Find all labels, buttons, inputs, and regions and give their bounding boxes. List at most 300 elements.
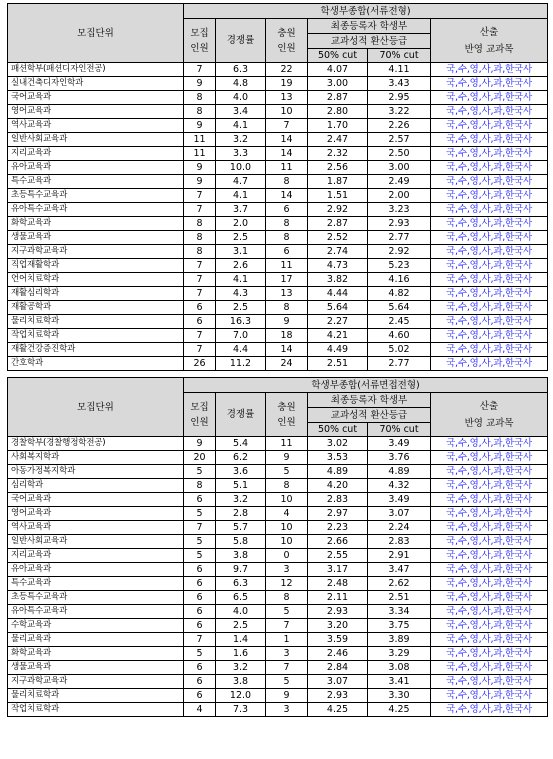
dept-cell: 생물교육과 [8,231,184,245]
cut50-header: 50% cut [308,423,368,437]
recruit-cell: 9 [184,77,216,91]
dept-cell: 경찰학부(경찰행정학전공) [8,437,184,451]
cut70-cell: 3.49 [368,493,431,507]
ratio-cell: 7.0 [216,329,266,343]
cut70-cell: 3.76 [368,451,431,465]
cut70-cell: 4.89 [368,465,431,479]
recruit-cell: 6 [184,619,216,633]
subjects-header-line: 산출 [479,26,499,38]
fill-cell: 10 [266,521,308,535]
cut70-cell: 3.29 [368,647,431,661]
ratio-cell: 3.8 [216,549,266,563]
ratio-cell: 2.5 [216,301,266,315]
table-row [8,703,548,717]
cut50-cell: 4.89 [308,465,368,479]
ratio-cell: 5.4 [216,437,266,451]
cut70-cell: 2.62 [368,577,431,591]
cut70-header: 70% cut [368,423,431,437]
table-row [8,105,548,119]
fill-cell: 3 [266,647,308,661]
cut50-cell: 3.02 [308,437,368,451]
ratio-cell: 9.7 [216,563,266,577]
dept-cell: 유아교육과 [8,161,184,175]
section-gap [8,371,548,378]
table-row [8,563,548,577]
dept-cell: 국어교육과 [8,91,184,105]
ratio-cell: 4.1 [216,189,266,203]
cut70-cell: 3.47 [368,563,431,577]
ratio-cell: 11.2 [216,357,266,371]
fill-cell: 14 [266,189,308,203]
subjects-cell: 국,수,영,사,과,한국사 [431,689,548,703]
recruit-cell: 6 [184,301,216,315]
fill-cell: 14 [266,343,308,357]
dept-cell: 영어교육과 [8,105,184,119]
recruit-cell: 8 [184,91,216,105]
recruit-cell: 8 [184,245,216,259]
cut50-cell: 2.56 [308,161,368,175]
final-grade-header: 최종등록자 학생부 [308,393,431,408]
recruit-cell: 7 [184,287,216,301]
subjects-cell: 국,수,영,사,과,한국사 [431,175,548,189]
ratio-cell: 6.5 [216,591,266,605]
table-row [8,133,548,147]
table-row [8,591,548,605]
cut70-cell: 2.51 [368,591,431,605]
subjects-cell: 국,수,영,사,과,한국사 [431,273,548,287]
cut50-cell: 2.55 [308,549,368,563]
cut70-cell: 4.82 [368,287,431,301]
subjects-header-line: 반영 교과목 [464,417,514,429]
cut50-header: 50% cut [308,49,368,63]
recruit-header-line: 모집 [190,401,209,413]
fill-cell: 19 [266,77,308,91]
ratio-cell: 4.0 [216,605,266,619]
fill-cell: 11 [266,437,308,451]
fill-cell: 0 [266,549,308,563]
subjects-cell: 국,수,영,사,과,한국사 [431,343,548,357]
fill-cell: 6 [266,203,308,217]
dept-cell: 생물교육과 [8,661,184,675]
cut70-cell: 2.95 [368,91,431,105]
dept-cell: 아동가정복지학과 [8,465,184,479]
recruit-column-header [184,393,216,437]
table-row [8,119,548,133]
recruit-cell: 9 [184,161,216,175]
subjects-cell: 국,수,영,사,과,한국사 [431,577,548,591]
dept-cell: 재활심리학과 [8,287,184,301]
subjects-cell: 국,수,영,사,과,한국사 [431,535,548,549]
recruit-cell: 8 [184,105,216,119]
cut50-cell: 2.32 [308,147,368,161]
cut70-cell: 2.00 [368,189,431,203]
ratio-cell: 3.2 [216,133,266,147]
subjects-cell: 국,수,영,사,과,한국사 [431,245,548,259]
cut70-cell: 4.60 [368,329,431,343]
cut70-header: 70% cut [368,49,431,63]
cut50-cell: 2.52 [308,231,368,245]
cut70-cell: 2.83 [368,535,431,549]
fill-cell: 18 [266,329,308,343]
subjects-column-header [431,19,548,63]
recruit-cell: 11 [184,133,216,147]
dept-cell: 지리교육과 [8,549,184,563]
cut50-cell: 2.87 [308,91,368,105]
dept-cell: 화학교육과 [8,217,184,231]
dept-cell: 역사교육과 [8,521,184,535]
fill-header-line: 인원 [277,42,296,54]
recruit-cell: 5 [184,535,216,549]
cut50-cell: 2.23 [308,521,368,535]
table-row [8,465,548,479]
table-row [8,175,548,189]
cut50-cell: 2.84 [308,661,368,675]
cut50-cell: 2.27 [308,315,368,329]
dept-cell: 특수교육과 [8,175,184,189]
ratio-column-header: 경쟁률 [216,19,266,63]
subjects-cell: 국,수,영,사,과,한국사 [431,161,548,175]
ratio-column-header: 경쟁률 [216,393,266,437]
dept-cell: 지구과학교육과 [8,245,184,259]
results-table-body [8,4,548,717]
ratio-cell: 4.4 [216,343,266,357]
cut70-cell: 4.16 [368,273,431,287]
cut70-cell: 3.43 [368,77,431,91]
subjects-cell: 국,수,영,사,과,한국사 [431,549,548,563]
table-row [8,231,548,245]
subjects-cell: 국,수,영,사,과,한국사 [431,133,548,147]
recruit-cell: 6 [184,591,216,605]
subjects-cell: 국,수,영,사,과,한국사 [431,105,548,119]
ratio-cell: 4.1 [216,119,266,133]
table-row [8,273,548,287]
table-row [8,63,548,77]
subjects-cell: 국,수,영,사,과,한국사 [431,231,548,245]
fill-cell: 8 [266,479,308,493]
subjects-cell: 국,수,영,사,과,한국사 [431,647,548,661]
fill-cell: 8 [266,175,308,189]
cut70-cell: 5.02 [368,343,431,357]
fill-cell: 13 [266,287,308,301]
ratio-cell: 2.8 [216,507,266,521]
fill-cell: 3 [266,703,308,717]
recruit-cell: 6 [184,577,216,591]
cut50-cell: 2.51 [308,357,368,371]
dept-cell: 일반사회교육과 [8,133,184,147]
subjects-cell: 국,수,영,사,과,한국사 [431,217,548,231]
fill-cell: 4 [266,507,308,521]
subjects-cell: 국,수,영,사,과,한국사 [431,703,548,717]
cut70-cell: 3.75 [368,619,431,633]
subjects-cell: 국,수,영,사,과,한국사 [431,63,548,77]
subjects-cell: 국,수,영,사,과,한국사 [431,633,548,647]
fill-cell: 10 [266,105,308,119]
dept-cell: 간호학과 [8,357,184,371]
cut70-cell: 3.23 [368,203,431,217]
subjects-cell: 국,수,영,사,과,한국사 [431,77,548,91]
fill-cell: 7 [266,119,308,133]
fill-cell: 9 [266,689,308,703]
dept-cell: 초등특수교육과 [8,591,184,605]
recruit-cell: 5 [184,465,216,479]
subjects-header-line: 산출 [479,400,499,412]
table-row [8,619,548,633]
cut70-cell: 4.25 [368,703,431,717]
dept-cell: 지리교육과 [8,147,184,161]
cut50-cell: 2.97 [308,507,368,521]
cut70-cell: 2.77 [368,357,431,371]
subjects-cell: 국,수,영,사,과,한국사 [431,521,548,535]
table-row [8,675,548,689]
cut50-cell: 2.93 [308,605,368,619]
cut50-cell: 2.93 [308,689,368,703]
table-row [8,329,548,343]
ratio-cell: 1.6 [216,647,266,661]
dept-cell: 작업치료학과 [8,329,184,343]
ratio-cell: 3.7 [216,203,266,217]
ratio-cell: 4.3 [216,287,266,301]
fill-cell: 11 [266,259,308,273]
subjects-cell: 국,수,영,사,과,한국사 [431,119,548,133]
recruit-cell: 5 [184,647,216,661]
section-header-row [8,378,548,393]
subjects-cell: 국,수,영,사,과,한국사 [431,189,548,203]
ratio-cell: 12.0 [216,689,266,703]
subjects-cell: 국,수,영,사,과,한국사 [431,465,548,479]
final-grade-subheader: 교과성적 환산등급 [308,34,431,49]
subjects-cell: 국,수,영,사,과,한국사 [431,563,548,577]
cut50-cell: 4.25 [308,703,368,717]
dept-cell: 사회복지학과 [8,451,184,465]
cut50-cell: 4.07 [308,63,368,77]
fill-cell: 7 [266,619,308,633]
dept-cell: 실내건축디자인학과 [8,77,184,91]
fill-cell: 14 [266,133,308,147]
ratio-cell: 3.4 [216,105,266,119]
ratio-cell: 5.1 [216,479,266,493]
recruit-cell: 7 [184,189,216,203]
cut50-cell: 2.74 [308,245,368,259]
recruit-cell: 6 [184,605,216,619]
ratio-cell: 2.5 [216,231,266,245]
recruit-cell: 7 [184,521,216,535]
recruit-cell: 6 [184,675,216,689]
recruit-cell: 7 [184,633,216,647]
ratio-cell: 7.3 [216,703,266,717]
dept-cell: 유아교육과 [8,563,184,577]
results-table [7,3,548,717]
fill-cell: 13 [266,91,308,105]
cut50-cell: 2.92 [308,203,368,217]
subjects-column-header [431,393,548,437]
subjects-cell: 국,수,영,사,과,한국사 [431,605,548,619]
section-title: 학생부종합(서류전형) [184,4,548,19]
table-row [8,437,548,451]
cut50-cell: 4.44 [308,287,368,301]
recruit-cell: 4 [184,703,216,717]
dept-cell: 물리치료학과 [8,689,184,703]
cut50-cell: 3.20 [308,619,368,633]
dept-cell: 영어교육과 [8,507,184,521]
recruit-cell: 6 [184,563,216,577]
fill-cell: 14 [266,147,308,161]
subjects-cell: 국,수,영,사,과,한국사 [431,479,548,493]
recruit-cell: 8 [184,231,216,245]
table-row [8,493,548,507]
subjects-cell: 국,수,영,사,과,한국사 [431,451,548,465]
table-row [8,535,548,549]
cut50-cell: 1.51 [308,189,368,203]
fill-header-line: 충원 [277,401,296,413]
fill-cell: 11 [266,161,308,175]
recruit-cell: 9 [184,119,216,133]
cut70-cell: 2.45 [368,315,431,329]
dept-cell: 유아특수교육과 [8,605,184,619]
table-row [8,479,548,493]
subjects-cell: 국,수,영,사,과,한국사 [431,357,548,371]
dept-column-header: 모집단위 [8,4,184,63]
ratio-cell: 1.4 [216,633,266,647]
cut70-cell: 2.49 [368,175,431,189]
table-row [8,287,548,301]
cut50-cell: 2.46 [308,647,368,661]
cut50-cell: 2.80 [308,105,368,119]
cut50-cell: 2.48 [308,577,368,591]
fill-header-line: 충원 [277,27,296,39]
ratio-cell: 3.3 [216,147,266,161]
cut50-cell: 4.49 [308,343,368,357]
dept-cell: 재활공학과 [8,301,184,315]
fill-cell: 9 [266,451,308,465]
ratio-cell: 5.8 [216,535,266,549]
recruit-cell: 11 [184,147,216,161]
dept-cell: 역사교육과 [8,119,184,133]
table-row [8,217,548,231]
table-row [8,161,548,175]
cut50-cell: 3.82 [308,273,368,287]
subjects-cell: 국,수,영,사,과,한국사 [431,301,548,315]
dept-cell: 지구과학교육과 [8,675,184,689]
subjects-cell: 국,수,영,사,과,한국사 [431,147,548,161]
ratio-cell: 16.3 [216,315,266,329]
subjects-cell: 국,수,영,사,과,한국사 [431,493,548,507]
fill-column-header [266,19,308,63]
cut70-cell: 2.26 [368,119,431,133]
ratio-cell: 3.2 [216,661,266,675]
fill-cell: 5 [266,675,308,689]
recruit-cell: 7 [184,203,216,217]
cut70-cell: 3.07 [368,507,431,521]
dept-cell: 화학교육과 [8,647,184,661]
cut50-cell: 4.73 [308,259,368,273]
cut70-cell: 3.49 [368,437,431,451]
dept-cell: 국어교육과 [8,493,184,507]
admission-results [7,3,547,717]
cut70-cell: 3.08 [368,661,431,675]
subjects-cell: 국,수,영,사,과,한국사 [431,91,548,105]
cut50-cell: 2.87 [308,217,368,231]
table-row [8,689,548,703]
section-gap-cell [8,371,548,378]
fill-cell: 17 [266,273,308,287]
fill-cell: 3 [266,563,308,577]
fill-cell: 8 [266,217,308,231]
ratio-cell: 3.2 [216,493,266,507]
ratio-cell: 4.1 [216,273,266,287]
subjects-cell: 국,수,영,사,과,한국사 [431,259,548,273]
cut70-cell: 5.64 [368,301,431,315]
recruit-cell: 9 [184,437,216,451]
cut50-cell: 2.11 [308,591,368,605]
table-row [8,605,548,619]
table-row [8,245,548,259]
subjects-cell: 국,수,영,사,과,한국사 [431,675,548,689]
ratio-cell: 10.0 [216,161,266,175]
recruit-cell: 26 [184,357,216,371]
table-row [8,577,548,591]
cut50-cell: 3.59 [308,633,368,647]
section-title: 학생부종합(서류면접전형) [184,378,548,393]
subjects-cell: 국,수,영,사,과,한국사 [431,315,548,329]
ratio-cell: 2.5 [216,619,266,633]
cut70-cell: 5.23 [368,259,431,273]
dept-cell: 재활건강증진학과 [8,343,184,357]
cut70-cell: 3.34 [368,605,431,619]
cut70-cell: 2.92 [368,245,431,259]
recruit-header-line: 모집 [190,27,209,39]
fill-cell: 10 [266,535,308,549]
ratio-cell: 4.0 [216,91,266,105]
ratio-cell: 2.0 [216,217,266,231]
table-row [8,259,548,273]
cut70-cell: 3.00 [368,161,431,175]
cut70-cell: 3.41 [368,675,431,689]
recruit-cell: 5 [184,549,216,563]
ratio-cell: 4.7 [216,175,266,189]
dept-cell: 작업치료학과 [8,703,184,717]
table-row [8,451,548,465]
dept-cell: 유아특수교육과 [8,203,184,217]
ratio-cell: 4.8 [216,77,266,91]
table-row [8,315,548,329]
cut50-cell: 3.53 [308,451,368,465]
cut70-cell: 4.11 [368,63,431,77]
recruit-cell: 9 [184,175,216,189]
table-row [8,661,548,675]
recruit-cell: 5 [184,507,216,521]
recruit-cell: 7 [184,63,216,77]
ratio-cell: 2.6 [216,259,266,273]
cut50-cell: 1.87 [308,175,368,189]
cut50-cell: 5.64 [308,301,368,315]
ratio-cell: 5.7 [216,521,266,535]
cut50-cell: 4.20 [308,479,368,493]
section-header-row [8,4,548,19]
ratio-cell: 3.1 [216,245,266,259]
table-row [8,147,548,161]
recruit-column-header [184,19,216,63]
cut70-cell: 3.89 [368,633,431,647]
recruit-cell: 7 [184,259,216,273]
cut50-cell: 2.83 [308,493,368,507]
recruit-header-line: 인원 [190,42,209,54]
cut70-cell: 2.24 [368,521,431,535]
fill-cell: 1 [266,633,308,647]
recruit-cell: 7 [184,329,216,343]
fill-cell: 9 [266,315,308,329]
subjects-header-line: 반영 교과목 [464,43,514,55]
fill-cell: 5 [266,465,308,479]
